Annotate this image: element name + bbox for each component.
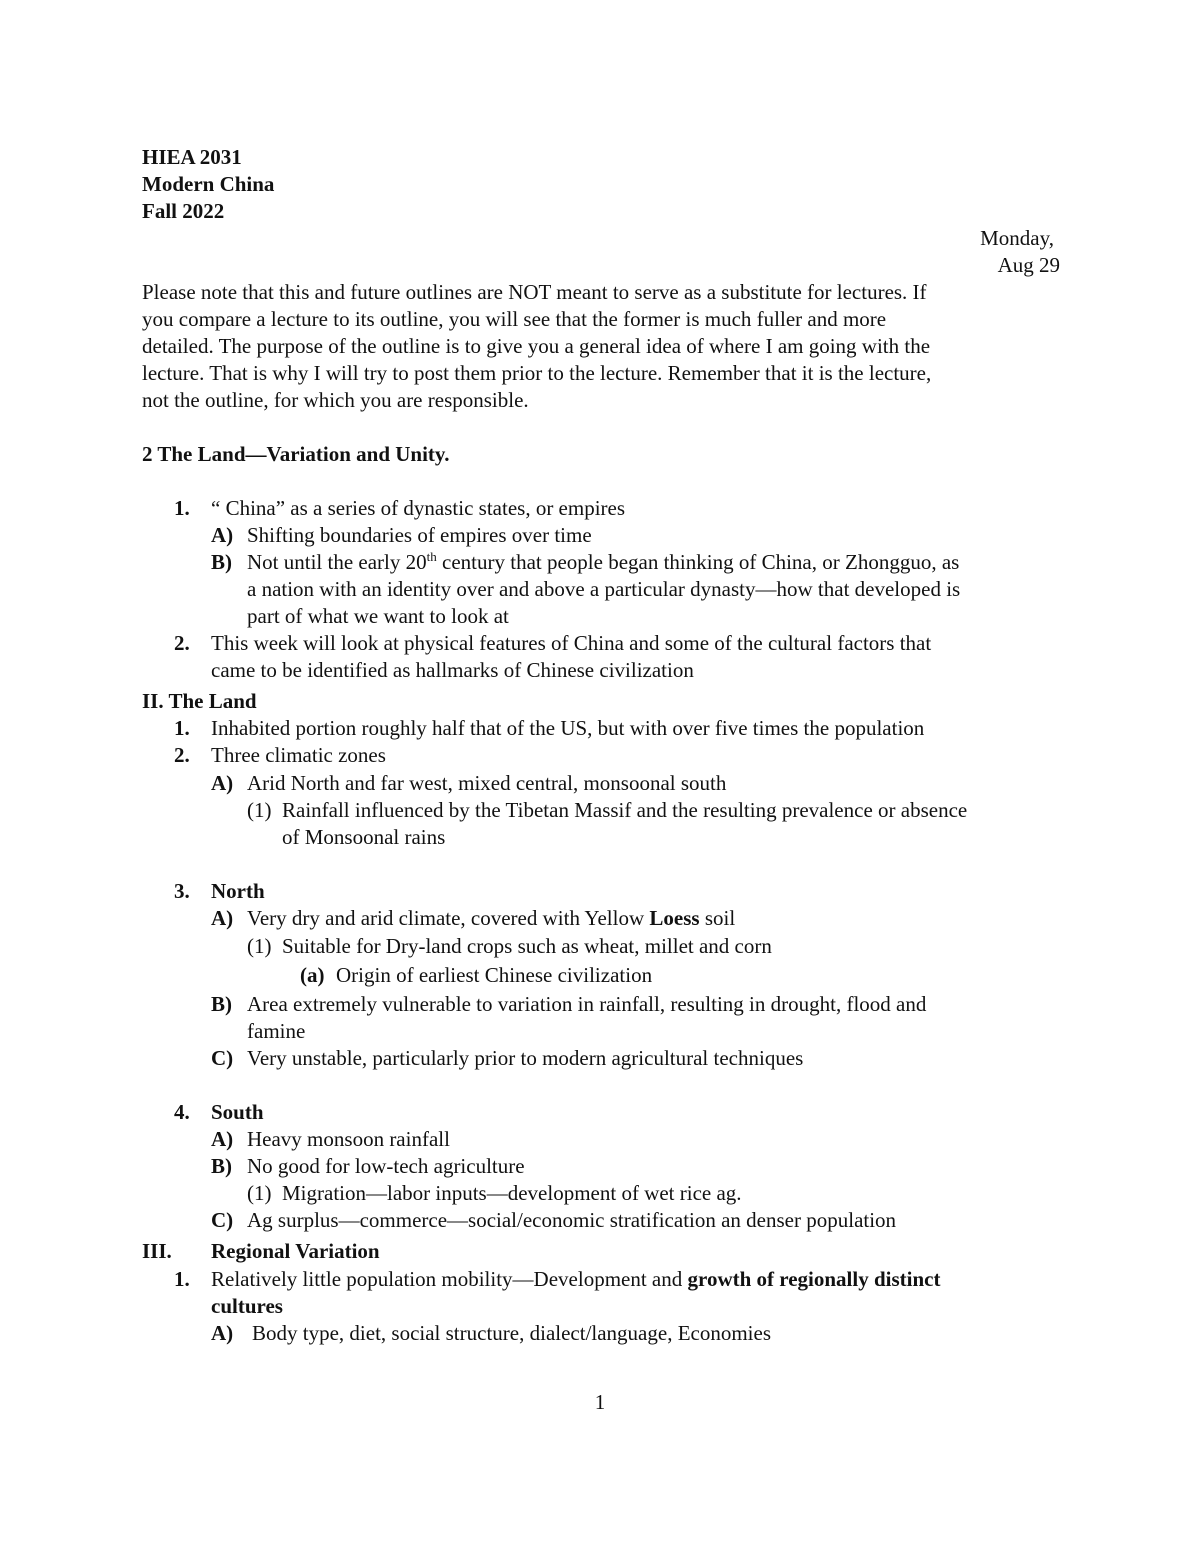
item-letter: A): [211, 771, 234, 795]
page-number: 1: [594, 1390, 606, 1414]
bold-term: cultures: [211, 1294, 283, 1318]
intro-line: you compare a lecture to its outline, you will see that the former is much fuller and more: [142, 307, 887, 331]
item-letter: A): [211, 1321, 234, 1345]
text-run: Relatively little population mobility—Development and: [211, 1267, 688, 1291]
outline-item-text: Three climatic zones: [211, 743, 386, 767]
course-term: Fall 2022: [142, 199, 225, 223]
intro-line: not the outline, for which you are responsible.: [142, 388, 529, 412]
outline-item-text: Inhabited portion roughly half that of the US, but with over five times the population: [211, 716, 925, 740]
item-number: 1.: [174, 1267, 190, 1291]
course-code: HIEA 2031: [142, 145, 242, 169]
lecture-date: Aug 29: [997, 253, 1060, 277]
subitem-number: (1): [247, 798, 272, 822]
intro-line: Please note that this and future outlines are NOT meant to serve as a substitute for lectures. If: [142, 280, 927, 304]
outline-item-text: Very unstable, particularly prior to modern agricultural techniques: [247, 1046, 804, 1070]
subitem-letter: (a): [300, 963, 325, 987]
outline-item-text: Suitable for Dry-land crops such as wheat, millet and corn: [282, 934, 772, 958]
outline-item-text: Heavy monsoon rainfall: [247, 1127, 450, 1151]
bold-term: growth of regionally distinct: [687, 1267, 941, 1291]
outline-item-text: Migration—labor inputs—development of wet rice ag.: [282, 1181, 742, 1205]
item-number: 1.: [174, 496, 190, 520]
outline-item-text: of Monsoonal rains: [282, 825, 446, 849]
outline-item-text: [247, 549, 959, 576]
item-letter: B): [211, 550, 232, 574]
item-letter: B): [211, 1154, 232, 1178]
outline-item-text: came to be identified as hallmarks of Chinese civilization: [211, 658, 694, 682]
item-number: 2.: [174, 631, 190, 655]
outline-item-text: Shifting boundaries of empires over time: [247, 523, 592, 547]
part-heading: II. The Land: [142, 689, 257, 713]
part-numeral: III.: [142, 1239, 172, 1263]
subsection-heading: South: [211, 1100, 264, 1124]
superscript: th: [426, 549, 437, 564]
outline-item-text: “ China” as a series of dynastic states, or empires: [211, 496, 626, 520]
outline-item-text: No good for low-tech agriculture: [247, 1154, 525, 1178]
subitem-number: (1): [247, 934, 272, 958]
intro-line: lecture. That is why I will try to post them prior to the lecture. Remember that it is the lecture,: [142, 361, 932, 385]
outline-item-text: a nation with an identity over and above a particular dynasty—how that developed is: [247, 577, 961, 601]
outline-item-text: Ag surplus—commerce—social/economic stratification an denser population: [247, 1208, 897, 1232]
subitem-number: (1): [247, 1181, 272, 1205]
item-letter: A): [211, 1127, 234, 1151]
outline-item-text: This week will look at physical features of China and some of the cultural factors that: [211, 631, 932, 655]
outline-item-text: Area extremely vulnerable to variation in rainfall, resulting in drought, flood and: [247, 992, 927, 1016]
course-title: Modern China: [142, 172, 275, 196]
item-number: 2.: [174, 743, 190, 767]
outline-item-text: Rainfall influenced by the Tibetan Massif and the resulting prevalence or absence: [282, 798, 968, 822]
item-letter: A): [211, 906, 234, 930]
intro-line: detailed. The purpose of the outline is to give you a general idea of where I am going with the: [142, 334, 931, 358]
outline-item-text: [211, 1266, 940, 1293]
section-heading: 2 The Land—Variation and Unity.: [142, 442, 450, 466]
item-number: 1.: [174, 716, 190, 740]
item-number: 4.: [174, 1100, 190, 1124]
item-letter: C): [211, 1046, 234, 1070]
outline-item-text: Body type, diet, social structure, dialect/language, Economies: [252, 1321, 772, 1345]
outline-item-text: Origin of earliest Chinese civilization: [336, 963, 653, 987]
part-heading: Regional Variation: [211, 1239, 380, 1263]
subsection-heading: North: [211, 879, 265, 903]
outline-item-text: part of what we want to look at: [247, 604, 509, 628]
item-letter: C): [211, 1208, 234, 1232]
text-run: Very dry and arid climate, covered with Yellow: [247, 906, 650, 930]
item-number: 3.: [174, 879, 190, 903]
bold-term: Loess: [649, 906, 700, 930]
outline-item-text: Arid North and far west, mixed central, monsoonal south: [247, 771, 727, 795]
outline-item-text: famine: [247, 1019, 306, 1043]
text-run: Not until the early 20: [247, 550, 427, 574]
lecture-day: Monday,: [980, 226, 1054, 250]
text-run: soil: [699, 906, 736, 930]
outline-item-text: [247, 905, 735, 932]
item-letter: A): [211, 523, 234, 547]
item-letter: B): [211, 992, 232, 1016]
text-run: century that people began thinking of China, or Zhongguo, as: [436, 550, 960, 574]
